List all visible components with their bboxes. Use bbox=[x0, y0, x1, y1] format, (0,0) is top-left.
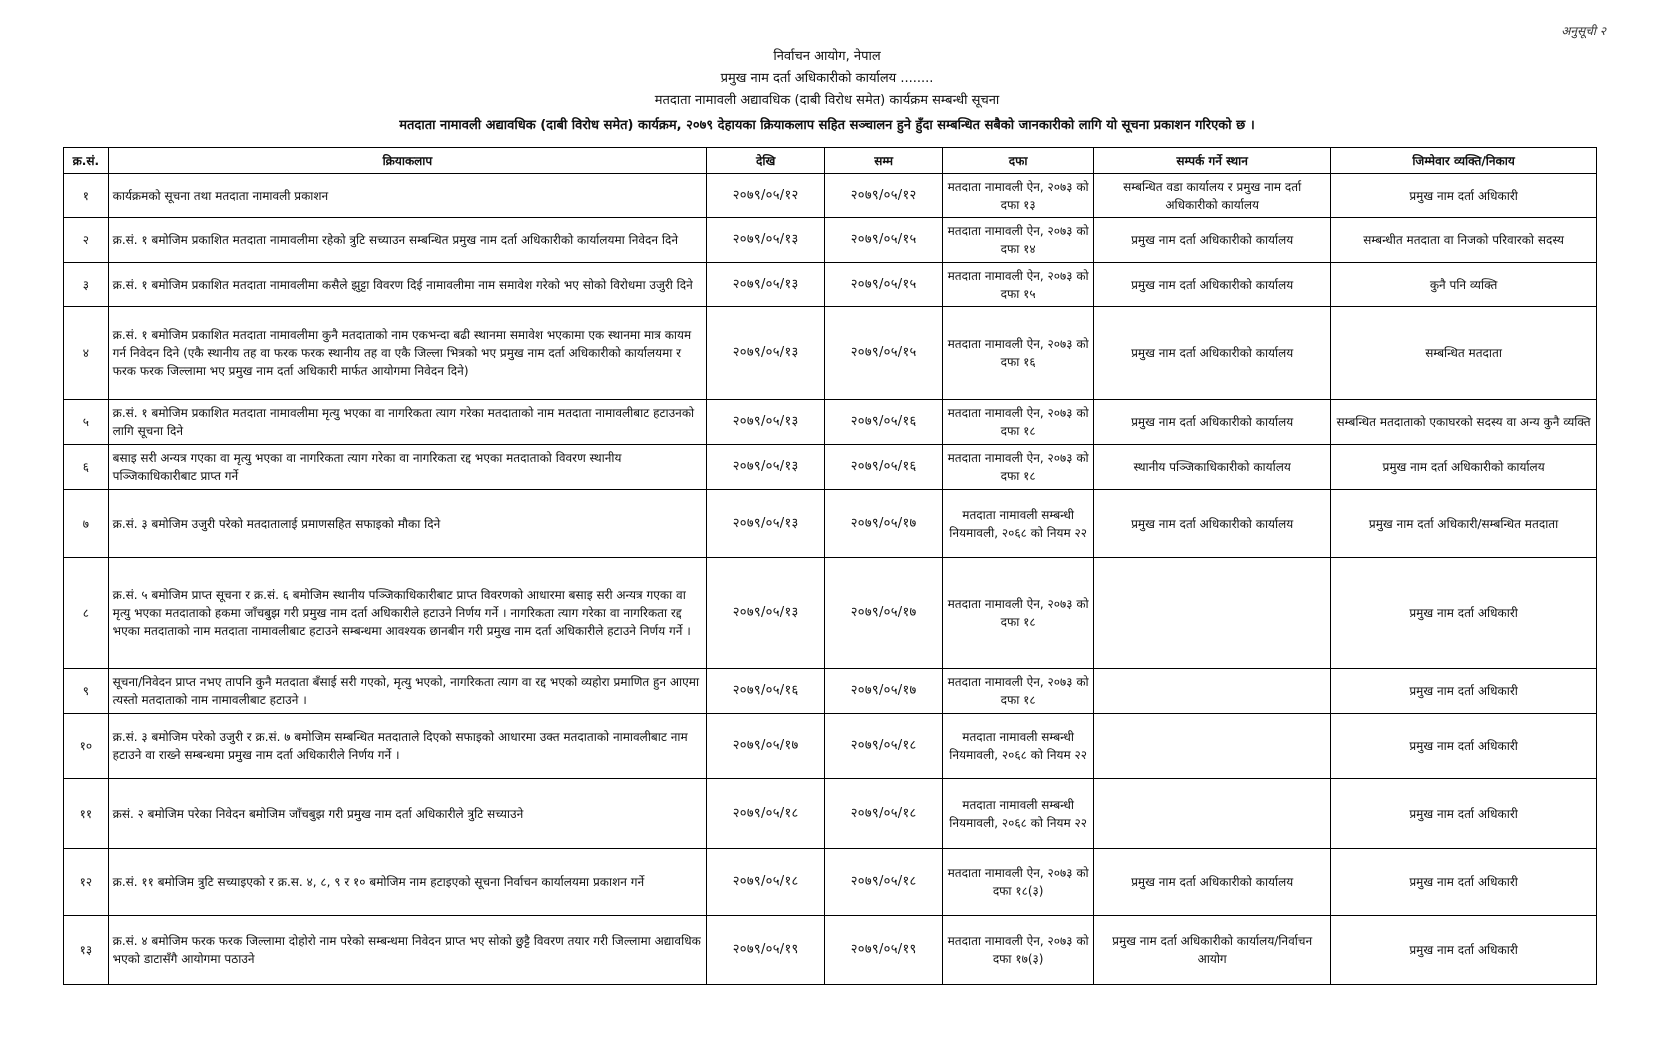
responsible-cell: प्रमुख नाम दर्ता अधिकारी bbox=[1331, 714, 1597, 779]
table-row bbox=[64, 400, 1597, 445]
from-date-cell: २०७९/०५/१९ bbox=[707, 916, 825, 985]
to-date-cell: २०७९/०५/१७ bbox=[825, 669, 943, 714]
responsible-cell: प्रमुख नाम दर्ता अधिकारी bbox=[1331, 558, 1597, 669]
section-cell: मतदाता नामावली ऐन, २०७३ को दफा १८(३) bbox=[943, 849, 1094, 916]
responsible-cell: सम्बन्धीत मतदाता वा निजको परिवारको सदस्य bbox=[1331, 218, 1597, 263]
activity-cell: क्रसं. २ बमोजिम परेका निवेदन बमोजिम जाँचबुझ गरी प्रमुख नाम दर्ता अधिकारीले त्रुटि सच्याउने bbox=[108, 779, 707, 849]
activity-cell: कार्यक्रमको सूचना तथा मतदाता नामावली प्रकाशन bbox=[108, 174, 707, 218]
sn-cell: १० bbox=[64, 714, 109, 779]
responsible-cell: सम्बन्धित मतदाता bbox=[1331, 307, 1597, 400]
contact-place-cell bbox=[1094, 779, 1331, 849]
contact-place-cell: प्रमुख नाम दर्ता अधिकारीको कार्यालय/निर्वाचन आयोग bbox=[1094, 916, 1331, 985]
header-notice: मतदाता नामावली अद्यावधिक (दाबी विरोध समेत) कार्यक्रम, २०७९ देहायका क्रियाकलाप सहित सञ्चालन हुने हुँदा सम्बन्धित सबैको जानकारीको लागि यो सूचना प्रकाशन गरिएको छ । bbox=[399, 118, 1255, 133]
from-date-cell: २०७९/०५/१३ bbox=[707, 490, 825, 558]
from-date-cell: २०७९/०५/१३ bbox=[707, 218, 825, 263]
header-office: प्रमुख नाम दर्ता अधिकारीको कार्यालय ........ bbox=[720, 71, 934, 86]
from-date-cell: २०७९/०५/१३ bbox=[707, 307, 825, 400]
to-date-cell: २०७९/०५/१५ bbox=[825, 218, 943, 263]
from-date-cell: २०७९/०५/१६ bbox=[707, 669, 825, 714]
section-cell: मतदाता नामावली ऐन, २०७३ को दफा १८ bbox=[943, 400, 1094, 445]
section-cell: मतदाता नामावली ऐन, २०७३ को दफा १७(३) bbox=[943, 916, 1094, 985]
table-header-row bbox=[64, 148, 1597, 174]
from-date-cell: २०७९/०५/१८ bbox=[707, 779, 825, 849]
col-header-sn: क्र.सं. bbox=[64, 148, 109, 174]
sn-cell: ५ bbox=[64, 400, 109, 445]
responsible-cell: प्रमुख नाम दर्ता अधिकारी bbox=[1331, 916, 1597, 985]
col-header-activity: क्रियाकलाप bbox=[108, 148, 707, 174]
table-row bbox=[64, 307, 1597, 400]
section-cell: मतदाता नामावली ऐन, २०७३ को दफा १४ bbox=[943, 218, 1094, 263]
sn-cell: २ bbox=[64, 218, 109, 263]
table-row bbox=[64, 714, 1597, 779]
sn-cell: ८ bbox=[64, 558, 109, 669]
to-date-cell: २०७९/०५/१५ bbox=[825, 263, 943, 307]
table-row bbox=[64, 916, 1597, 985]
contact-place-cell bbox=[1094, 669, 1331, 714]
contact-place-cell: प्रमुख नाम दर्ता अधिकारीको कार्यालय bbox=[1094, 218, 1331, 263]
responsible-cell: प्रमुख नाम दर्ता अधिकारीको कार्यालय bbox=[1331, 445, 1597, 490]
to-date-cell: २०७९/०५/१८ bbox=[825, 779, 943, 849]
from-date-cell: २०७९/०५/१२ bbox=[707, 174, 825, 218]
section-cell: मतदाता नामावली सम्बन्धी नियमावली, २०६८ को नियम २२ bbox=[943, 714, 1094, 779]
section-cell: मतदाता नामावली सम्बन्धी नियमावली, २०६८ को नियम २२ bbox=[943, 490, 1094, 558]
section-cell: मतदाता नामावली ऐन, २०७३ को दफा १८ bbox=[943, 558, 1094, 669]
contact-place-cell: प्रमुख नाम दर्ता अधिकारीको कार्यालय bbox=[1094, 849, 1331, 916]
responsible-cell: प्रमुख नाम दर्ता अधिकारी bbox=[1331, 669, 1597, 714]
responsible-cell: प्रमुख नाम दर्ता अधिकारी bbox=[1331, 849, 1597, 916]
table-row bbox=[64, 263, 1597, 307]
table-row bbox=[64, 558, 1597, 669]
to-date-cell: २०७९/०५/१७ bbox=[825, 490, 943, 558]
table-row bbox=[64, 490, 1597, 558]
section-cell: मतदाता नामावली ऐन, २०७३ को दफा १३ bbox=[943, 174, 1094, 218]
to-date-cell: २०७९/०५/१२ bbox=[825, 174, 943, 218]
schedule-table bbox=[63, 147, 1597, 985]
activity-cell: क्र.सं. १ बमोजिम प्रकाशित मतदाता नामावलीमा मृत्यु भएका वा नागरिकता त्याग गरेका मतदाताको नाम मतदाता नामावलीबाट हटाउनको लागि सूचना दिने bbox=[108, 400, 707, 445]
table-row bbox=[64, 669, 1597, 714]
contact-place-cell: प्रमुख नाम दर्ता अधिकारीको कार्यालय bbox=[1094, 400, 1331, 445]
to-date-cell: २०७९/०५/१९ bbox=[825, 916, 943, 985]
table-row bbox=[64, 174, 1597, 218]
from-date-cell: २०७९/०५/१८ bbox=[707, 849, 825, 916]
from-date-cell: २०७९/०५/१३ bbox=[707, 558, 825, 669]
activity-cell: क्र.सं. १ बमोजिम प्रकाशित मतदाता नामावलीमा रहेको त्रुटि सच्याउन सम्बन्धित प्रमुख नाम दर्ता अधिकारीको कार्यालयमा निवेदन दिने bbox=[108, 218, 707, 263]
activity-cell: क्र.सं. ११ बमोजिम त्रुटि सच्याइएको र क्र.स. ४, ८, ९ र १० बमोजिम नाम हटाइएको सूचना निर्वाचन कार्यालयमा प्रकाशन गर्ने bbox=[108, 849, 707, 916]
sn-cell: १२ bbox=[64, 849, 109, 916]
responsible-cell: प्रमुख नाम दर्ता अधिकारी bbox=[1331, 174, 1597, 218]
section-cell: मतदाता नामावली ऐन, २०७३ को दफा १५ bbox=[943, 263, 1094, 307]
section-cell: मतदाता नामावली ऐन, २०७३ को दफा १८ bbox=[943, 445, 1094, 490]
activity-cell: क्र.सं. ३ बमोजिम परेको उजुरी र क्र.सं. ७ बमोजिम सम्बन्धित मतदाताले दिएको सफाइको आधारमा उक्त मतदाताको नामावलीबाट नाम हटाउने वा राख्ने सम्बन्धमा प्रमुख नाम दर्ता अधिकारीले निर्णय गर्ने । bbox=[108, 714, 707, 779]
sn-cell: ६ bbox=[64, 445, 109, 490]
sn-cell: ३ bbox=[64, 263, 109, 307]
contact-place-cell: प्रमुख नाम दर्ता अधिकारीको कार्यालय bbox=[1094, 307, 1331, 400]
from-date-cell: २०७९/०५/१७ bbox=[707, 714, 825, 779]
header-subject: मतदाता नामावली अद्यावधिक (दाबी विरोध समेत) कार्यक्रम सम्बन्धी सूचना bbox=[654, 93, 1000, 108]
activity-cell: बसाइ सरी अन्यत्र गएका वा मृत्यु भएका वा नागरिकता त्याग गरेका वा नागरिकता रद्द भएका मतदाताको विवरण स्थानीय पञ्जिकाधिकारीबाट प्राप्त गर्ने bbox=[108, 445, 707, 490]
sn-cell: ४ bbox=[64, 307, 109, 400]
activity-cell: सूचना/निवेदन प्राप्त नभए तापनि कुनै मतदाता बँसाई सरी गएको, मृत्यु भएको, नागरिकता त्याग वा रद्द भएको व्यहोरा प्रमाणित हुन आएमा त्यस्तो मतदाताको नाम नामावलीबाट हटाउने । bbox=[108, 669, 707, 714]
table-row bbox=[64, 218, 1597, 263]
section-cell: मतदाता नामावली सम्बन्धी नियमावली, २०६८ को नियम २२ bbox=[943, 779, 1094, 849]
sn-cell: ७ bbox=[64, 490, 109, 558]
activity-cell: क्र.सं. ४ बमोजिम फरक फरक जिल्लामा दोहोरो नाम परेको सम्बन्धमा निवेदन प्राप्त भए सोको छुट्टै विवरण तयार गरी जिल्लामा अद्यावधिक भएको डाटासँगै आयोगमा पठाउने bbox=[108, 916, 707, 985]
from-date-cell: २०७९/०५/१३ bbox=[707, 445, 825, 490]
col-header-to: सम्म bbox=[825, 148, 943, 174]
from-date-cell: २०७९/०५/१३ bbox=[707, 400, 825, 445]
table-row bbox=[64, 445, 1597, 490]
section-cell: मतदाता नामावली ऐन, २०७३ को दफा १६ bbox=[943, 307, 1094, 400]
to-date-cell: २०७९/०५/१८ bbox=[825, 714, 943, 779]
responsible-cell: कुनै पनि व्यक्ति bbox=[1331, 263, 1597, 307]
responsible-cell: प्रमुख नाम दर्ता अधिकारी/सम्बन्धित मतदाता bbox=[1331, 490, 1597, 558]
sn-cell: ९ bbox=[64, 669, 109, 714]
header-commission: निर्वाचन आयोग, नेपाल bbox=[773, 49, 881, 64]
to-date-cell: २०७९/०५/१८ bbox=[825, 849, 943, 916]
activity-cell: क्र.सं. ३ बमोजिम उजुरी परेको मतदातालाई प्रमाणसहित सफाइको मौका दिने bbox=[108, 490, 707, 558]
col-header-responsible: जिम्मेवार व्यक्ति/निकाय bbox=[1331, 148, 1597, 174]
contact-place-cell: प्रमुख नाम दर्ता अधिकारीको कार्यालय bbox=[1094, 490, 1331, 558]
contact-place-cell: स्थानीय पञ्जिकाधिकारीको कार्यालय bbox=[1094, 445, 1331, 490]
contact-place-cell bbox=[1094, 714, 1331, 779]
table-row bbox=[64, 779, 1597, 849]
col-header-contact: सम्पर्क गर्ने स्थान bbox=[1094, 148, 1331, 174]
from-date-cell: २०७९/०५/१३ bbox=[707, 263, 825, 307]
responsible-cell: सम्बन्धित मतदाताको एकाघरको सदस्य वा अन्य कुनै व्यक्ति bbox=[1331, 400, 1597, 445]
col-header-from: देखि bbox=[707, 148, 825, 174]
contact-place-cell: सम्बन्धित वडा कार्यालय र प्रमुख नाम दर्ता अधिकारीको कार्यालय bbox=[1094, 174, 1331, 218]
to-date-cell: २०७९/०५/१६ bbox=[825, 445, 943, 490]
annex-label: अनुसूची २ bbox=[1561, 24, 1606, 38]
to-date-cell: २०७९/०५/१६ bbox=[825, 400, 943, 445]
table-row bbox=[64, 849, 1597, 916]
col-header-section: दफा bbox=[943, 148, 1094, 174]
activity-cell: क्र.सं. १ बमोजिम प्रकाशित मतदाता नामावलीमा कसैले झुट्टा विवरण दिई नामावलीमा नाम समावेश गरेको भए सोको विरोधमा उजुरी दिने bbox=[108, 263, 707, 307]
to-date-cell: २०७९/०५/१५ bbox=[825, 307, 943, 400]
section-cell: मतदाता नामावली ऐन, २०७३ को दफा १८ bbox=[943, 669, 1094, 714]
activity-cell: क्र.सं. ५ बमोजिम प्राप्त सूचना र क्र.सं. ६ बमोजिम स्थानीय पञ्जिकाधिकारीबाट प्राप्त विवरणको आधारमा बसाइ सरी अन्यत्र गएका वा मृत्यु भएका मतदाताको हकमा जाँचबुझ गरी प्रमुख नाम दर्ता अधिकारीले हटाउने निर्णय गर्ने । नागरिकता त्याग गरेका वा नागरिकता रद्द भएका मतदाताको नाम मतदाता नामावलीबाट हटाउने सम्बन्धमा आवश्यक छानबीन गरी प्रमुख नाम दर्ता अधिकारीले हटाउने निर्णय गर्ने । bbox=[108, 558, 707, 669]
sn-cell: १ bbox=[64, 174, 109, 218]
contact-place-cell: प्रमुख नाम दर्ता अधिकारीको कार्यालय bbox=[1094, 263, 1331, 307]
activity-cell: क्र.सं. १ बमोजिम प्रकाशित मतदाता नामावलीमा कुनै मतदाताको नाम एकभन्दा बढी स्थानमा समावेश भएकामा एक स्थानमा मात्र कायम गर्न निवेदन दिने (एकै स्थानीय तह वा फरक फरक स्थानीय तह वा एकै जिल्ला भित्रको भए प्रमुख नाम दर्ता अधिकारीको कार्यालयमा र फरक फरक जिल्लामा भए प्रमुख नाम दर्ता अधिकारी मार्फत आयोगमा निवेदन दिने) bbox=[108, 307, 707, 400]
sn-cell: १३ bbox=[64, 916, 109, 985]
contact-place-cell bbox=[1094, 558, 1331, 669]
sn-cell: ११ bbox=[64, 779, 109, 849]
responsible-cell: प्रमुख नाम दर्ता अधिकारी bbox=[1331, 779, 1597, 849]
document-header bbox=[0, 46, 1654, 138]
to-date-cell: २०७९/०५/१७ bbox=[825, 558, 943, 669]
